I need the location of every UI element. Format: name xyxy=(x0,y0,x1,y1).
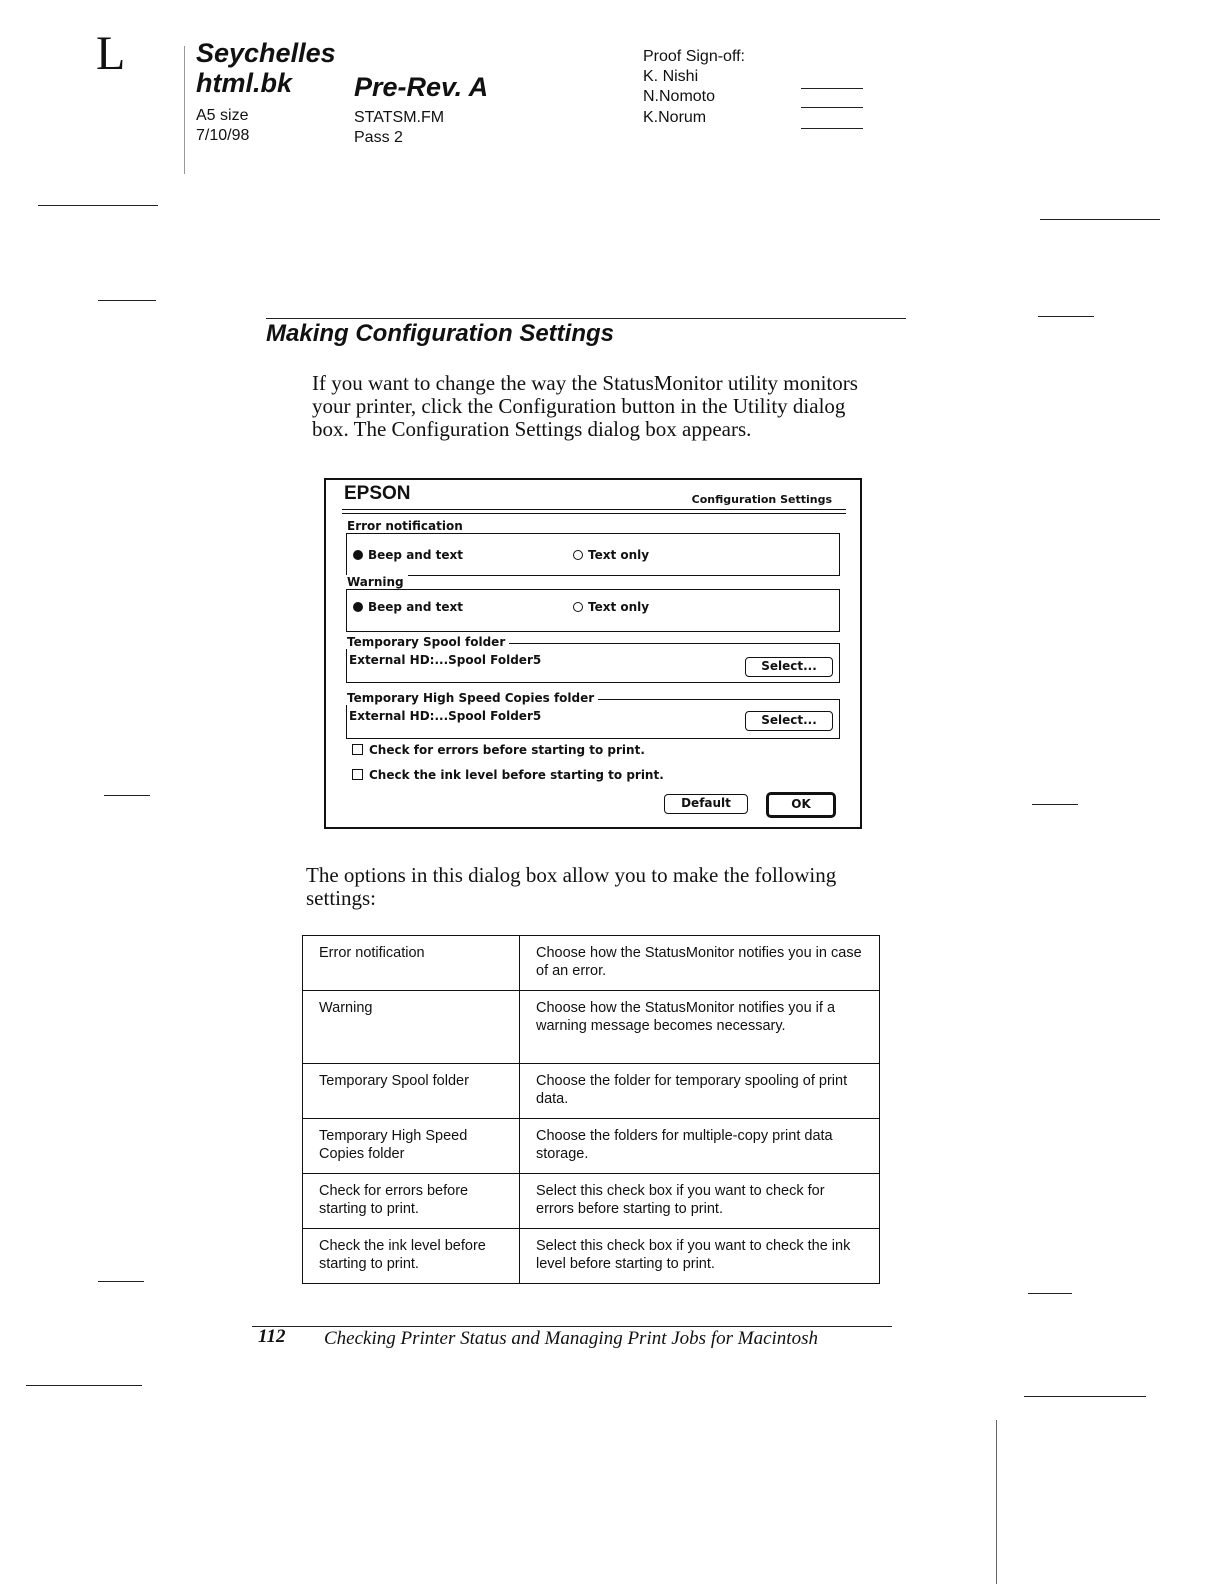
crop-mark xyxy=(1032,804,1078,805)
signoff-line xyxy=(801,88,863,89)
crop-mark xyxy=(104,795,150,796)
setting-cell: Check the ink level before starting to print. xyxy=(303,1229,520,1284)
description-cell: Select this check box if you want to check the ink level before starting to print. xyxy=(520,1229,880,1284)
file-label: STATSM.FM xyxy=(354,109,445,126)
options-line: settings: xyxy=(306,886,377,910)
pass-label: Pass 2 xyxy=(354,129,403,146)
proof-signoff-label: Proof Sign-off: xyxy=(643,48,745,65)
footer-rule xyxy=(252,1326,892,1327)
intro-line: box. The Configuration Settings dialog box appears. xyxy=(312,417,752,441)
warning-group xyxy=(346,589,840,632)
setting-cell: Check for errors before starting to print. xyxy=(303,1174,520,1229)
radio-label: Beep and text xyxy=(368,548,463,562)
group-title: Warning xyxy=(345,575,408,589)
date-label: 7/10/98 xyxy=(196,127,250,144)
crop-mark xyxy=(26,1385,142,1386)
radio-selected-icon xyxy=(353,602,363,612)
spool-folder-group xyxy=(346,643,840,683)
options-paragraph xyxy=(306,864,836,910)
proofer-name: N.Nomoto xyxy=(643,88,716,105)
options-line: The options in this dialog box allow you to make the following xyxy=(306,863,837,887)
crop-mark xyxy=(98,1281,144,1282)
crop-mark xyxy=(1024,1396,1146,1397)
page-number: 112 xyxy=(258,1326,286,1347)
checkbox-label: Check the ink level before starting to print. xyxy=(369,768,664,782)
heading-rule xyxy=(266,318,906,319)
checkbox-unchecked-icon xyxy=(352,769,363,780)
radio-unselected-icon xyxy=(573,602,583,612)
crop-mark xyxy=(1040,219,1160,220)
table-row xyxy=(303,1119,880,1174)
setting-cell: Temporary Spool folder xyxy=(303,1064,520,1119)
high-speed-folder-path: External HD:...Spool Folder5 xyxy=(349,709,542,723)
settings-table xyxy=(302,935,880,1284)
description-cell: Choose how the StatusMonitor notifies you if a warning message becomes necessary. xyxy=(520,991,880,1064)
crop-mark xyxy=(1028,1293,1072,1294)
dialog-title: Configuration Settings xyxy=(691,493,832,506)
epson-logo: EPSON xyxy=(344,483,411,504)
section-title: Making Configuration Settings xyxy=(266,320,614,347)
spool-select-button[interactable]: Select... xyxy=(745,657,833,677)
signoff-line xyxy=(801,128,863,129)
chapter-title: Checking Printer Status and Managing Print Jobs for Macintosh xyxy=(324,1328,818,1349)
setting-cell: Warning xyxy=(303,991,520,1064)
revision-label: Pre-Rev. A xyxy=(354,72,489,102)
title-rule xyxy=(342,513,846,514)
radio-label: Text only xyxy=(588,600,650,614)
check-errors-checkbox[interactable] xyxy=(352,743,645,757)
setting-cell: Temporary High Speed Copies folder xyxy=(303,1119,520,1174)
ok-button[interactable]: OK xyxy=(766,792,836,818)
configuration-settings-dialog xyxy=(324,478,862,829)
signoff-line xyxy=(801,107,863,108)
table-row xyxy=(303,991,880,1064)
table-row xyxy=(303,1229,880,1284)
crop-mark xyxy=(1038,316,1094,317)
error-beep-radio[interactable] xyxy=(353,548,463,562)
group-title: Temporary High Speed Copies folder xyxy=(345,691,598,705)
checkbox-label: Check for errors before starting to print. xyxy=(369,743,645,757)
error-text-only-radio[interactable] xyxy=(573,548,649,562)
crop-mark xyxy=(98,300,156,301)
high-speed-copies-group xyxy=(346,699,840,739)
corner-mark: L xyxy=(96,27,126,80)
spool-folder-path: External HD:...Spool Folder5 xyxy=(349,653,542,667)
radio-label: Text only xyxy=(588,548,650,562)
radio-label: Beep and text xyxy=(368,600,463,614)
warning-beep-radio[interactable] xyxy=(353,600,463,614)
description-cell: Choose how the StatusMonitor notifies you in case of an error. xyxy=(520,936,880,991)
description-cell: Choose the folder for temporary spooling of print data. xyxy=(520,1064,880,1119)
project-name: Seychelles xyxy=(196,38,336,68)
table-row xyxy=(303,936,880,991)
checkbox-unchecked-icon xyxy=(352,744,363,755)
default-button[interactable]: Default xyxy=(664,794,748,814)
setting-cell: Error notification xyxy=(303,936,520,991)
description-cell: Choose the folders for multiple-copy print data storage. xyxy=(520,1119,880,1174)
table-row xyxy=(303,1064,880,1119)
intro-line: your printer, click the Configuration button in the Utility dialog xyxy=(312,394,846,418)
crop-mark xyxy=(38,205,158,206)
warning-text-only-radio[interactable] xyxy=(573,600,649,614)
group-title: Error notification xyxy=(345,519,467,533)
intro-paragraph xyxy=(312,372,858,441)
proofer-name: K. Nishi xyxy=(643,68,699,85)
margin-rule xyxy=(184,46,185,174)
title-rule xyxy=(342,509,846,510)
radio-unselected-icon xyxy=(573,550,583,560)
size-label: A5 size xyxy=(196,107,249,124)
group-title: Temporary Spool folder xyxy=(345,635,509,649)
proofer-name: K.Norum xyxy=(643,109,707,126)
crop-mark xyxy=(996,1420,997,1584)
book-name: html.bk xyxy=(196,68,293,98)
intro-line: If you want to change the way the StatusMonitor utility monitors xyxy=(312,371,858,395)
description-cell: Select this check box if you want to check for errors before starting to print. xyxy=(520,1174,880,1229)
error-notification-group xyxy=(346,533,840,576)
table-row xyxy=(303,1174,880,1229)
radio-selected-icon xyxy=(353,550,363,560)
high-speed-select-button[interactable]: Select... xyxy=(745,711,833,731)
check-ink-checkbox[interactable] xyxy=(352,768,664,782)
